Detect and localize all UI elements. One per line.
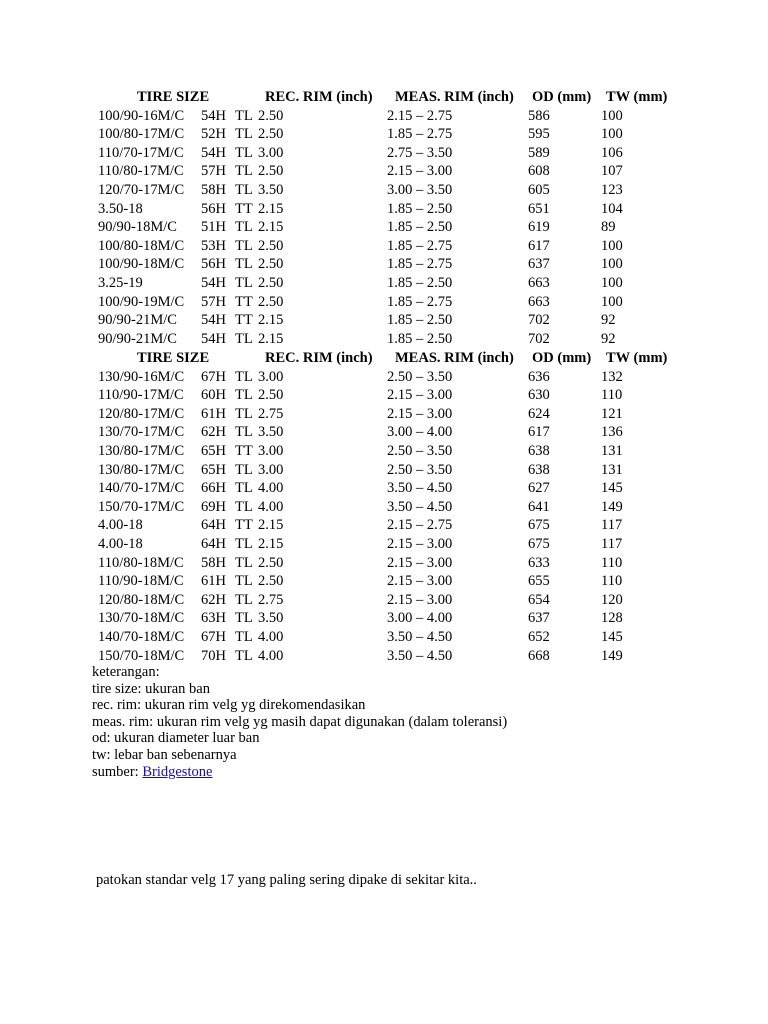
cell-tire-size: 140/70-17M/C [98,480,185,497]
cell-load-index: 61H [201,573,226,590]
header-meas-rim: MEAS. RIM (inch) [395,89,514,105]
cell-tire-size: 130/70-17M/C [98,424,185,441]
cell-tw: 110 [601,573,623,590]
cell-od: 633 [528,554,550,571]
cell-tw: 121 [601,405,623,422]
cell-tire-size: 100/90-18M/C [98,256,185,273]
cell-meas-rim: 2.15 – 3.00 [387,591,453,608]
cell-tire-size: 100/80-18M/C [98,237,185,254]
cell-load-index: 70H [201,647,226,664]
cell-tube-type: TL [235,554,253,571]
cell-tube-type: TL [235,591,253,608]
cell-tube-type: TL [235,237,253,254]
cell-tube-type: TL [235,330,253,347]
cell-meas-rim: 1.85 – 2.75 [387,237,453,254]
cell-rec-rim: 3.50 [258,182,284,198]
header-od: OD (mm) [532,350,592,366]
cell-load-index: 61H [201,405,226,422]
cell-od: 702 [528,330,550,347]
cell-load-index: 58H [201,182,226,198]
cell-meas-rim: 2.15 – 3.00 [387,387,453,404]
cell-tire-size: 100/90-19M/C [98,293,185,310]
cell-meas-rim: 2.15 – 3.00 [387,573,453,590]
cell-tw: 149 [601,498,623,515]
cell-od: 589 [528,144,550,161]
cell-meas-rim: 1.85 – 2.75 [387,293,453,310]
cell-meas-rim: 1.85 – 2.50 [387,219,453,236]
cell-od: 617 [528,424,550,441]
cell-meas-rim: 2.15 – 2.75 [387,517,453,534]
cell-tube-type: TL [235,647,253,664]
table-row [0,330,768,349]
cell-tube-type: TL [235,536,253,552]
cell-rec-rim: 3.50 [258,424,284,441]
cell-tire-size: 110/80-18M/C [98,554,184,571]
table-row [0,200,768,219]
cell-meas-rim: 2.50 – 3.50 [387,461,453,478]
table-row [0,572,768,591]
cell-meas-rim: 1.85 – 2.50 [387,200,453,217]
cell-tube-type: TT [235,517,253,534]
cell-meas-rim: 3.00 – 3.50 [387,182,453,198]
cell-tw: 123 [601,182,623,198]
cell-tube-type: TL [235,629,253,645]
cell-tire-size: 130/80-17M/C [98,443,185,459]
cell-tire-size: 90/90-18M/C [98,219,177,236]
cell-rec-rim: 2.50 [258,293,284,310]
header-tw: TW (mm) [606,89,668,105]
cell-od: 619 [528,219,550,236]
cell-meas-rim: 1.85 – 2.50 [387,312,453,329]
cell-rec-rim: 2.15 [258,312,284,329]
cell-od: 668 [528,647,550,664]
cell-tw: 92 [601,312,616,329]
table-row [0,237,768,256]
header-tire-size: TIRE SIZE [137,89,210,105]
cell-tube-type: TT [235,312,253,329]
cell-tw: 117 [601,536,623,552]
cell-tw: 100 [601,256,623,273]
table-row [0,368,768,387]
cell-load-index: 64H [201,536,226,552]
cell-od: 675 [528,536,550,552]
cell-meas-rim: 2.15 – 3.00 [387,554,453,571]
cell-od: 636 [528,368,550,385]
cell-load-index: 62H [201,591,226,608]
cell-tube-type: TL [235,573,253,590]
cell-tw: 131 [601,461,623,478]
cell-meas-rim: 2.50 – 3.50 [387,368,453,385]
header-tire-size: TIRE SIZE [137,350,210,366]
note-od: od: ukuran diameter luar ban [92,730,260,747]
cell-rec-rim: 2.50 [258,554,284,571]
cell-meas-rim: 3.00 – 4.00 [387,610,453,627]
cell-rec-rim: 4.00 [258,629,284,645]
table-row [0,311,768,330]
cell-od: 702 [528,312,550,329]
table-row [0,162,768,181]
cell-tire-size: 100/90-16M/C [98,107,185,124]
cell-rec-rim: 3.50 [258,610,284,627]
source-prefix: sumber: [92,763,143,780]
cell-rec-rim: 2.50 [258,163,284,180]
cell-rec-rim: 4.00 [258,498,284,515]
cell-meas-rim: 2.50 – 3.50 [387,443,453,459]
cell-od: 637 [528,256,550,273]
cell-tire-size: 110/80-17M/C [98,163,184,180]
cell-meas-rim: 2.15 – 2.75 [387,107,453,124]
cell-load-index: 64H [201,517,226,534]
cell-tw: 106 [601,144,623,161]
cell-tw: 100 [601,126,623,143]
cell-od: 586 [528,107,550,124]
cell-load-index: 54H [201,107,226,124]
cell-tube-type: TT [235,293,253,310]
table-row [0,274,768,293]
cell-meas-rim: 2.15 – 3.00 [387,405,453,422]
table-header [0,88,768,107]
cell-tire-size: 90/90-21M/C [98,312,177,329]
table-row [0,479,768,498]
cell-od: 617 [528,237,550,254]
table-row [0,181,768,200]
cell-od: 624 [528,405,550,422]
cell-meas-rim: 3.50 – 4.50 [387,480,453,497]
cell-od: 675 [528,517,550,534]
cell-tube-type: TL [235,144,253,161]
cell-load-index: 51H [201,219,226,236]
cell-od: 663 [528,275,550,291]
cell-rec-rim: 2.75 [258,405,284,422]
cell-tire-size: 130/90-16M/C [98,368,185,385]
cell-tw: 100 [601,275,623,291]
cell-tube-type: TL [235,461,253,478]
cell-tube-type: TL [235,275,253,291]
cell-od: 637 [528,610,550,627]
header-od: OD (mm) [532,89,592,105]
table-row [0,591,768,610]
cell-rec-rim: 2.15 [258,517,284,534]
cell-tire-size: 150/70-18M/C [98,647,185,664]
table-row [0,125,768,144]
cell-load-index: 67H [201,629,226,645]
cell-meas-rim: 3.50 – 4.50 [387,647,453,664]
cell-od: 655 [528,573,550,590]
table-row [0,405,768,424]
footer-text: patokan standar velg 17 yang paling sering dipake di sekitar kita.. [96,872,477,888]
cell-tire-size: 110/90-18M/C [98,573,184,590]
note-tire-size: tire size: ukuran ban [92,680,210,697]
cell-od: 608 [528,163,550,180]
cell-tube-type: TL [235,163,253,180]
cell-meas-rim: 1.85 – 2.75 [387,256,453,273]
cell-load-index: 69H [201,498,226,515]
cell-rec-rim: 3.00 [258,443,284,459]
table-row [0,498,768,517]
cell-load-index: 54H [201,275,226,291]
cell-load-index: 62H [201,424,226,441]
cell-tw: 110 [601,387,623,404]
cell-meas-rim: 3.50 – 4.50 [387,629,453,645]
cell-tw: 128 [601,610,623,627]
cell-rec-rim: 2.50 [258,573,284,590]
cell-tw: 110 [601,554,623,571]
cell-tire-size: 140/70-18M/C [98,629,185,645]
cell-load-index: 54H [201,312,226,329]
table-row [0,628,768,647]
cell-load-index: 60H [201,387,226,404]
cell-tire-size: 130/80-17M/C [98,461,185,478]
cell-load-index: 65H [201,461,226,478]
table-row [0,647,768,666]
cell-od: 651 [528,200,550,217]
cell-tube-type: TT [235,443,253,459]
cell-tw: 100 [601,237,623,254]
bridgestone-link[interactable]: Bridgestone [142,763,213,780]
cell-meas-rim: 2.15 – 3.00 [387,536,453,552]
cell-rec-rim: 3.00 [258,368,284,385]
table-row [0,423,768,442]
cell-tw: 107 [601,163,623,180]
cell-rec-rim: 3.00 [258,461,284,478]
cell-tube-type: TL [235,256,253,273]
cell-tube-type: TL [235,610,253,627]
cell-tire-size: 130/70-18M/C [98,610,185,627]
cell-tw: 117 [601,517,623,534]
header-rec-rim: REC. RIM (inch) [265,89,373,105]
cell-tw: 92 [601,330,616,347]
cell-tube-type: TL [235,480,253,497]
cell-load-index: 66H [201,480,226,497]
cell-load-index: 67H [201,368,226,385]
cell-tw: 89 [601,219,616,236]
cell-tube-type: TL [235,126,253,143]
header-rec-rim: REC. RIM (inch) [265,350,373,366]
cell-od: 638 [528,461,550,478]
table-row [0,107,768,126]
cell-rec-rim: 4.00 [258,647,284,664]
table-row [0,293,768,312]
cell-meas-rim: 2.75 – 3.50 [387,144,453,161]
cell-meas-rim: 1.85 – 2.50 [387,275,453,291]
cell-od: 630 [528,387,550,404]
cell-tw: 104 [601,200,623,217]
table-row [0,609,768,628]
cell-meas-rim: 3.50 – 4.50 [387,498,453,515]
cell-od: 641 [528,498,550,515]
cell-od: 638 [528,443,550,459]
cell-tw: 149 [601,647,623,664]
cell-rec-rim: 2.50 [258,107,284,124]
header-meas-rim: MEAS. RIM (inch) [395,350,514,366]
table-row [0,535,768,554]
cell-rec-rim: 3.00 [258,144,284,161]
cell-tire-size: 3.25-19 [98,275,143,291]
cell-load-index: 54H [201,330,226,347]
cell-load-index: 52H [201,126,226,143]
cell-load-index: 65H [201,443,226,459]
table-row [0,461,768,480]
cell-meas-rim: 3.00 – 4.00 [387,424,453,441]
table-row [0,442,768,461]
cell-rec-rim: 2.15 [258,330,284,347]
cell-rec-rim: 2.75 [258,591,284,608]
cell-tube-type: TL [235,368,253,385]
cell-tire-size: 90/90-21M/C [98,330,177,347]
table-row [0,255,768,274]
table-row [0,554,768,573]
table-header [0,349,768,368]
cell-meas-rim: 1.85 – 2.75 [387,126,453,143]
cell-load-index: 56H [201,200,226,217]
table-row [0,218,768,237]
notes-title: keterangan: [92,664,160,680]
cell-tube-type: TT [235,200,253,217]
cell-tube-type: TL [235,182,253,198]
cell-od: 595 [528,126,550,143]
cell-tw: 120 [601,591,623,608]
cell-tire-size: 120/70-17M/C [98,182,185,198]
cell-rec-rim: 2.15 [258,200,284,217]
cell-load-index: 56H [201,256,226,273]
note-tw: tw: lebar ban sebenarnya [92,746,237,763]
cell-tube-type: TL [235,424,253,441]
cell-tire-size: 3.50-18 [98,200,143,217]
cell-rec-rim: 2.50 [258,275,284,291]
cell-tw: 132 [601,368,623,385]
cell-rec-rim: 2.15 [258,219,284,236]
cell-load-index: 57H [201,163,226,180]
cell-rec-rim: 2.15 [258,536,284,552]
cell-tire-size: 120/80-18M/C [98,591,185,608]
note-source [92,764,507,781]
cell-load-index: 63H [201,610,226,627]
cell-tire-size: 150/70-17M/C [98,498,185,515]
cell-rec-rim: 2.50 [258,237,284,254]
cell-tube-type: TL [235,387,253,404]
cell-tire-size: 100/80-17M/C [98,126,185,143]
cell-meas-rim: 1.85 – 2.50 [387,330,453,347]
cell-od: 652 [528,629,550,645]
note-meas-rim: meas. rim: ukuran rim velg yg masih dapat digunakan (dalam toleransi) [92,713,508,730]
cell-tw: 145 [601,629,623,645]
header-tw: TW (mm) [606,350,668,366]
cell-load-index: 54H [201,144,226,161]
notes-section [92,664,507,780]
cell-rec-rim: 2.50 [258,126,284,143]
cell-tw: 100 [601,293,623,310]
cell-tire-size: 110/70-17M/C [98,144,184,161]
table-row [0,516,768,535]
cell-rec-rim: 4.00 [258,480,284,497]
cell-meas-rim: 2.15 – 3.00 [387,163,453,180]
cell-tw: 136 [601,424,623,441]
cell-od: 627 [528,480,550,497]
cell-load-index: 57H [201,293,226,310]
table-row [0,386,768,405]
table-row [0,144,768,163]
cell-tw: 131 [601,443,623,459]
cell-rec-rim: 2.50 [258,256,284,273]
cell-tire-size: 4.00-18 [98,536,143,552]
cell-tire-size: 4.00-18 [98,517,143,534]
cell-tw: 100 [601,107,623,124]
cell-tube-type: TL [235,405,253,422]
cell-tube-type: TL [235,107,253,124]
cell-tube-type: TL [235,219,253,236]
note-rec-rim: rec. rim: ukuran rim velg yg direkomendasikan [92,697,366,714]
cell-tube-type: TL [235,498,253,515]
cell-tire-size: 120/80-17M/C [98,405,185,422]
cell-rec-rim: 2.50 [258,387,284,404]
cell-load-index: 58H [201,554,226,571]
cell-tw: 145 [601,480,623,497]
cell-od: 605 [528,182,550,198]
cell-load-index: 53H [201,237,226,254]
cell-od: 654 [528,591,550,608]
cell-od: 663 [528,293,550,310]
cell-tire-size: 110/90-17M/C [98,387,184,404]
